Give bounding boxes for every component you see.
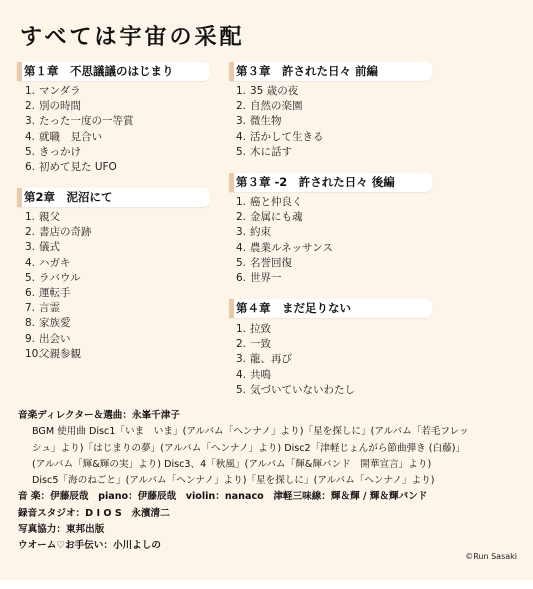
bgm-credit-line: BGM 使用曲 Disc1「いま いま」(アルバム「ヘンナノ」より)「星を探しに」(アルバム「若毛フレッ (32, 426, 469, 438)
list-item: 7. 言霊 (25, 302, 60, 315)
credits-block (18, 408, 523, 555)
photo-credit: 写真協力：東邦出版 (18, 524, 105, 536)
list-item: 1. 拉致 (236, 323, 271, 335)
helper-credit: ウオーム♡お手伝い：小川よしの (18, 540, 161, 552)
chapter-title: 第１章 不思議議のはじまり (24, 64, 174, 78)
list-item: 3. 儀式 (25, 241, 60, 254)
studio-credit: 録音スタジオ：D I O S 永濱清二 (18, 507, 170, 519)
list-item: 2. 自然の楽園 (236, 100, 303, 113)
chapter-heading (229, 173, 432, 192)
list-item: 6. 世界一 (236, 272, 282, 285)
chapter-accent-bar (17, 62, 22, 81)
list-item: 1. 35 歳の夜 (236, 85, 299, 97)
music-credit: 音 楽：伊藤辰哉 piano：伊藤辰哉 violin：nanaco 津軽三味線：輝＆輝 / 輝＆輝バンド (18, 491, 428, 503)
list-item: 4. 農業ルネッサンス (236, 241, 333, 254)
list-item: 4. ハガキ (25, 256, 71, 269)
chapter-accent-bar (17, 188, 22, 207)
list-item: 4. 活かして生きる (236, 130, 324, 143)
list-item: 5. きっかけ (25, 145, 81, 158)
list-item: 3. たった一度の一等賞 (25, 115, 134, 128)
list-item: 4. 共鳴 (236, 368, 271, 381)
page-title: すべては宇宙の采配 (20, 25, 245, 50)
chapter-heading (229, 299, 432, 318)
list-item: 5. 名誉回復 (236, 256, 292, 269)
list-item: 5. 気づいていないわたし (236, 383, 355, 396)
list-item: 2. 金属にも魂 (236, 211, 303, 224)
music-director-credit: 音楽ディレクター＆選曲：永峯千津子 (18, 410, 180, 421)
chapter-list (25, 210, 92, 362)
chapter-heading (17, 62, 210, 81)
list-item: 3. 微生物 (236, 115, 282, 128)
bgm-credit-line: Disc5「海のねごと」(アルバム「ヘンナノ」より)「星を探しに」(アルバム「ヘンナノ」より) (32, 475, 435, 487)
chapter-title: 第３章 -2 許された日々 後編 (236, 175, 395, 189)
chapter-list (25, 84, 134, 175)
chapter-list (236, 195, 333, 286)
chapter-list (236, 322, 355, 398)
chapter-title: 第2章 泥沼にて (24, 190, 113, 204)
bgm-credit-line: (アルバム「輝&輝の実」より) Disc3、4「秋風」(アルバム「輝&輝バンド 開華宣言」より) (32, 458, 432, 470)
list-item: 4. 就職 見合い (25, 130, 102, 143)
list-item: 8. 家族愛 (25, 317, 71, 330)
list-item: 2. 書店の奇跡 (25, 226, 92, 239)
list-item: 9. 出会い (25, 332, 71, 345)
chapter-heading (17, 188, 210, 207)
chapter-accent-bar (229, 299, 234, 318)
list-item: 1. マンダラ (25, 85, 81, 97)
list-item: 5. ラバウル (25, 271, 81, 284)
list-item: 5. 木に話す (236, 145, 292, 158)
chapter-title: 第４章 まだ足りない (236, 301, 351, 315)
list-item: 6. 初めて見た UFO (25, 161, 117, 174)
list-item: 10.父親参観 (25, 347, 81, 360)
list-item: 3. 約束 (236, 226, 271, 239)
list-item: 1. 癌と仲良く (236, 196, 303, 208)
list-item: 6. 運転手 (25, 287, 71, 300)
bgm-credit-line: シュ」より)「はじまりの夢」(アルバム「ヘンナノ」より) Disc2「津軽じょんがら節曲弾き (白藤)」 (32, 442, 466, 454)
chapter-accent-bar (229, 62, 234, 81)
list-item: 1. 親父 (25, 211, 60, 223)
chapter-list (236, 84, 324, 160)
chapter-accent-bar (229, 173, 234, 192)
chapter-heading (229, 62, 432, 81)
list-item: 2. 別の時間 (25, 100, 81, 113)
list-item: 3. 龍、再び (236, 353, 292, 366)
list-item: 2. 一致 (236, 338, 271, 351)
chapter-title: 第３章 許された日々 前編 (236, 64, 379, 78)
copyright-notice: ©Run Sasaki (465, 552, 517, 561)
